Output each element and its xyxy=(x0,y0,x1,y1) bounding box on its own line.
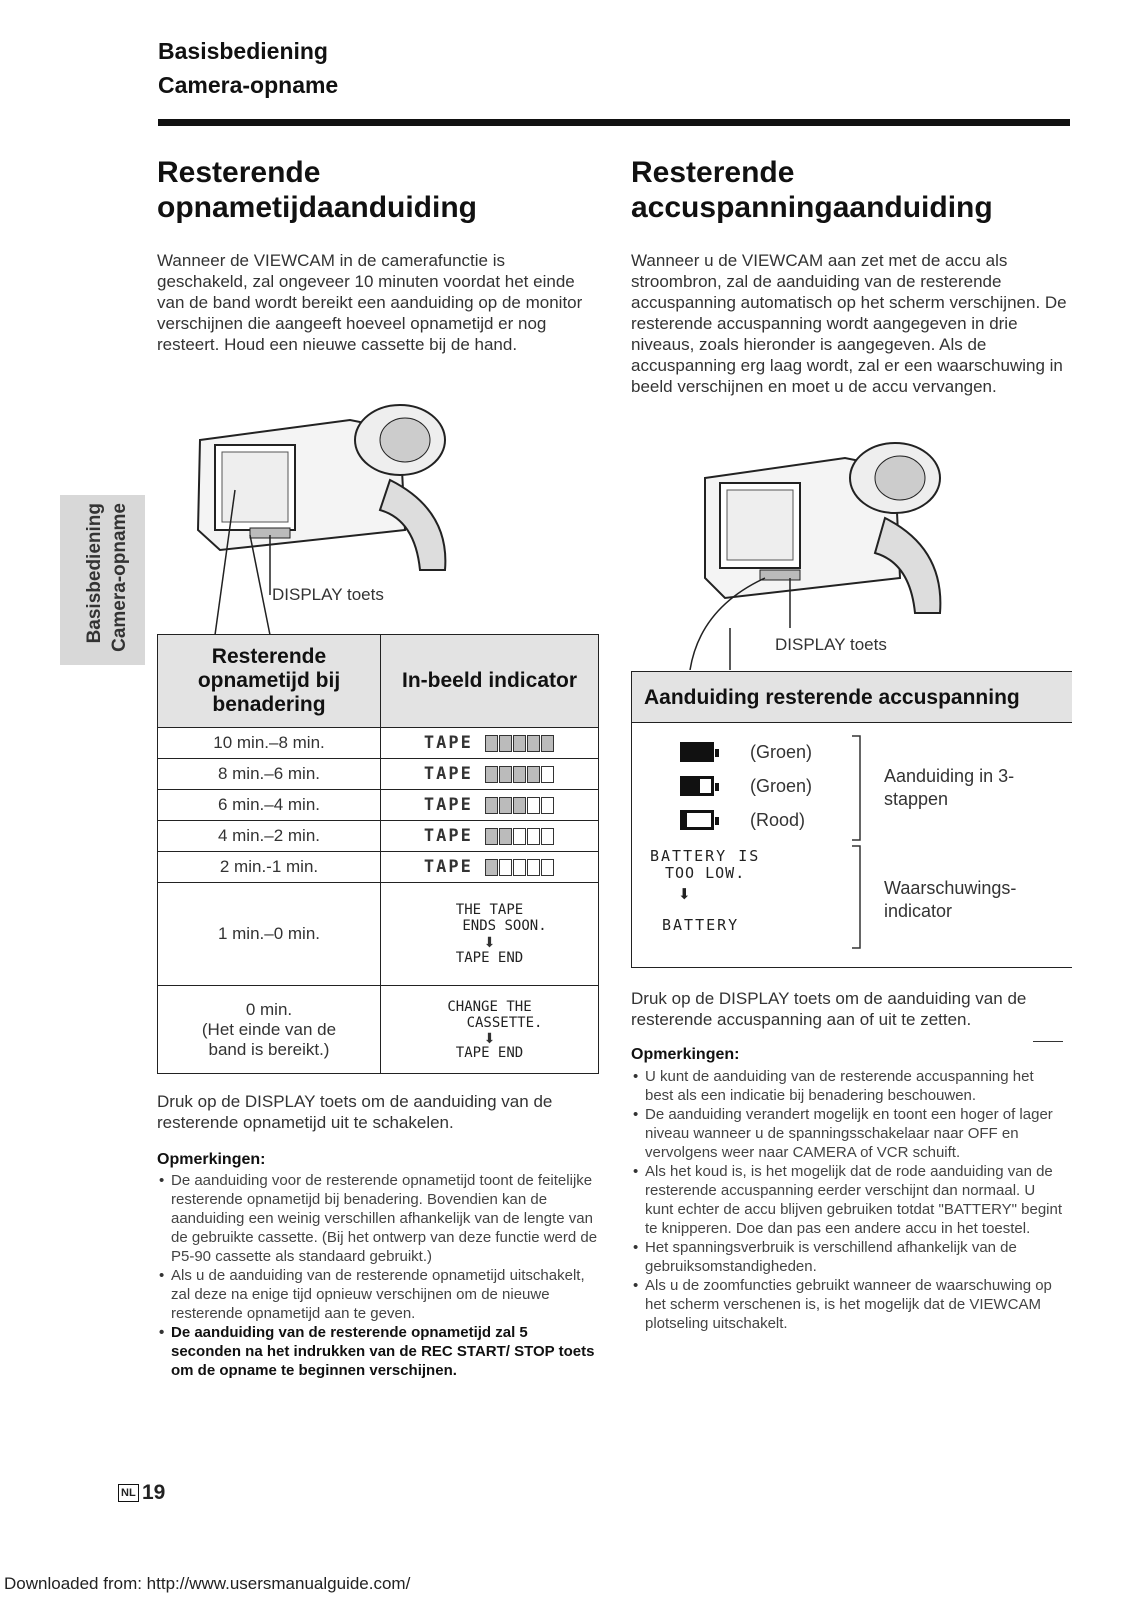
side-tab-line2: Camera-opname xyxy=(109,503,130,652)
tape-label: TAPE xyxy=(423,733,473,753)
header-rule xyxy=(158,119,1070,126)
tape-bars xyxy=(485,826,555,846)
tape-level-box xyxy=(541,797,554,814)
page-number: 19 xyxy=(142,1481,166,1504)
msg-line: TAPE END xyxy=(455,1044,524,1061)
left-notes xyxy=(157,1171,599,1380)
tape-level-box xyxy=(527,859,540,876)
table-row xyxy=(158,759,599,790)
row-time: 1 min.–0 min. xyxy=(158,883,381,986)
note-item: • Het spanningsverbruik is verschillend afhankelijk van de gebruiksomstandigheden. xyxy=(645,1238,1063,1276)
row-time: (Het einde van de xyxy=(201,1019,337,1039)
msg-line: ENDS SOON. xyxy=(462,918,547,934)
battery-level-label: (Groen) xyxy=(750,742,813,762)
tape-label: TAPE xyxy=(423,857,473,877)
tape-level-box xyxy=(499,859,512,876)
tape-level-box xyxy=(513,766,526,783)
table-header-indicator-text: In-beeld indicator xyxy=(401,669,577,692)
battery-low-icon xyxy=(680,810,714,830)
table-header-time xyxy=(158,635,381,728)
left-section-title: Resterende opnametijdaanduiding xyxy=(157,156,477,224)
right-after-box: Druk op de DISPLAY toets om de aanduiding van de resterende accuspanning aan of uit te zetten. xyxy=(631,989,1027,1029)
tape-level-box xyxy=(527,766,540,783)
right-notes-title: Opmerkingen: xyxy=(631,1046,740,1063)
right-intro: Wanneer u de VIEWCAM aan zet met de accu als stroombron, zal de aanduiding van de resterende accuspanning automatisch op het scherm verschijnen. De resterende accuspanning wordt aangegeven in drie niveaus, zoals hieronder is aangegeven. Als de accuspanning erg laag wordt, zal er een waarschuwing in beeld verschijnen en moet u de accu vervangen. xyxy=(631,251,1067,396)
right-display-label: DISPLAY toets xyxy=(775,635,887,654)
bracket-icon xyxy=(850,734,864,842)
tape-label: TAPE xyxy=(423,764,473,784)
left-intro: Wanneer de VIEWCAM in de camerafunctie is geschakeld, zal ongeveer 10 minuten voordat het einde van de band wordt bereikt een aanduiding op de monitor verschijnen die aangeeft hoeveel opnametijd er nog resteert. Houd een nieuwe cassette bij de hand. xyxy=(157,251,583,354)
table-row xyxy=(158,883,599,986)
bracket-icon xyxy=(850,844,864,950)
row-time: 10 min.–8 min. xyxy=(158,728,381,759)
tape-level-box xyxy=(499,735,512,752)
row-time: 4 min.–2 min. xyxy=(158,821,381,852)
tape-level-box xyxy=(541,766,554,783)
arrow-down-icon: ⬇ xyxy=(678,886,691,903)
note-item: • Als u de aanduiding van de resterende opnametijd uitschakelt, zal deze na enige tijd opnieuw verschijnen om de nieuwe resterende opnametijd aan te geven. xyxy=(171,1266,599,1323)
tape-bars xyxy=(485,795,555,815)
tape-label: TAPE xyxy=(423,795,473,815)
side-tab xyxy=(60,495,145,665)
table-row xyxy=(158,790,599,821)
warn-line: BATTERY IS xyxy=(650,847,761,865)
warn-battery-flash: BATTERY xyxy=(662,916,740,934)
left-display-label: DISPLAY toets xyxy=(272,585,384,604)
row-time-cell xyxy=(158,986,381,1074)
msg-line: TAPE END xyxy=(455,950,524,966)
right-notes xyxy=(631,1067,1063,1333)
row-time: 0 min. xyxy=(245,999,293,1019)
header-subtitle: Camera-opname xyxy=(158,72,339,98)
left-notes-title: Opmerkingen: xyxy=(157,1151,266,1168)
tape-level-box xyxy=(527,797,540,814)
note-item-bold: • De aanduiding van de resterende opnametijd zal 5 seconden na het indrukken van de REC START/ STOP toets om de opname te beginnen verschijnen. xyxy=(171,1323,599,1380)
tape-level-box xyxy=(499,828,512,845)
tape-indicator xyxy=(381,852,599,883)
language-badge: NL xyxy=(118,1484,139,1502)
tape-indicator xyxy=(381,728,599,759)
tape-level-box xyxy=(499,766,512,783)
tape-label: TAPE xyxy=(423,826,473,846)
table-row xyxy=(158,728,599,759)
tape-level-box xyxy=(485,859,498,876)
msg-line: CHANGE THE xyxy=(447,998,532,1015)
tape-level-box xyxy=(485,735,498,752)
tape-level-box xyxy=(485,828,498,845)
tape-indicator xyxy=(381,821,599,852)
tape-time-table xyxy=(157,634,599,1074)
battery-medium-icon xyxy=(680,776,714,796)
row-time: band is bereikt.) xyxy=(208,1039,330,1059)
tape-level-box xyxy=(499,797,512,814)
arrow-down-icon: ⬇ xyxy=(483,934,496,950)
download-source-link[interactable]: Downloaded from: http://www.usersmanualguide.com/ xyxy=(4,1574,411,1593)
battery-box-title: Aanduiding resterende accuspanning xyxy=(632,672,1072,723)
divider xyxy=(1033,1041,1063,1042)
note-item: • U kunt de aanduiding van de resterende accuspanning het best als een indicatie bij benadering beschouwen. xyxy=(645,1067,1063,1105)
tape-level-box xyxy=(527,828,540,845)
tape-level-box xyxy=(513,828,526,845)
tape-indicator xyxy=(381,759,599,790)
tape-level-box xyxy=(513,735,526,752)
battery-level-label: (Groen) xyxy=(750,776,813,796)
msg-line: CASSETTE. xyxy=(466,1014,543,1031)
row-time: 8 min.–6 min. xyxy=(158,759,381,790)
row-time: 2 min.-1 min. xyxy=(158,852,381,883)
arrow-down-icon: ⬇ xyxy=(483,1029,496,1046)
msg-line: THE TAPE xyxy=(455,902,524,918)
side-tab-line1: Basisbediening xyxy=(84,503,105,644)
battery-indicator-box xyxy=(631,671,1072,968)
note-item: • Als het koud is, is het mogelijk dat de rode aanduiding van de resterende accuspanning eerder verschijnt dan normaal. U kunt echter de accu blijven gebruiken totdat "BATTERY" begint te knipperen. Doe dan pas een andere accu in het toestel. xyxy=(645,1162,1063,1238)
tape-level-box xyxy=(527,735,540,752)
left-after-table: Druk op de DISPLAY toets om de aanduiding van de resterende opnametijd uit te schakelen. xyxy=(157,1092,553,1132)
battery-level-label: (Rood) xyxy=(750,810,806,830)
tape-level-box xyxy=(541,828,554,845)
tape-level-box xyxy=(485,797,498,814)
tape-indicator xyxy=(381,790,599,821)
levels-note: Aanduiding in 3-stappen xyxy=(884,766,1015,809)
warn-line: TOO LOW. xyxy=(665,864,746,882)
tape-level-box xyxy=(541,735,554,752)
tape-level-box xyxy=(513,859,526,876)
header-title: Basisbediening xyxy=(158,38,328,64)
table-header-indicator xyxy=(381,635,599,728)
tape-message-cell xyxy=(381,883,599,986)
tape-bars xyxy=(485,733,555,753)
table-header-time-text: Resterende opnametijd bij benadering xyxy=(197,645,341,716)
note-item: • De aanduiding verandert mogelijk en toont een hoger of lager niveau wanneer u de spanningsschakelaar naar OFF en vervolgens weer naar CAMERA of VCR schuift. xyxy=(645,1105,1063,1162)
note-item: • Als u de zoomfuncties gebruikt wanneer de waarschuwing op het scherm verschenen is, is het mogelijk dat de VIEWCAM plotseling uitschakelt. xyxy=(645,1276,1063,1333)
table-row xyxy=(158,986,599,1074)
right-section-title: Resterende accuspanningaanduiding xyxy=(631,156,993,224)
table-row xyxy=(158,852,599,883)
tape-message-cell xyxy=(381,986,599,1074)
tape-bars xyxy=(485,857,555,877)
tape-level-box xyxy=(541,859,554,876)
battery-full-icon xyxy=(680,742,714,762)
note-item: • De aanduiding voor de resterende opnametijd toont de feitelijke resterende opnametijd bij benadering. Bovendien kan de aanduiding een weinig verschillen afhankelijk van de lengte van de gebruikte cassette. (Bij het ontwerp van deze functie werd de P5-90 cassette als standaard gebruikt.) xyxy=(171,1171,599,1266)
warn-note: Waarschuwings-indicator xyxy=(884,878,1017,921)
row-time: 6 min.–4 min. xyxy=(158,790,381,821)
tape-bars xyxy=(485,764,555,784)
table-row xyxy=(158,821,599,852)
tape-level-box xyxy=(485,766,498,783)
tape-level-box xyxy=(513,797,526,814)
